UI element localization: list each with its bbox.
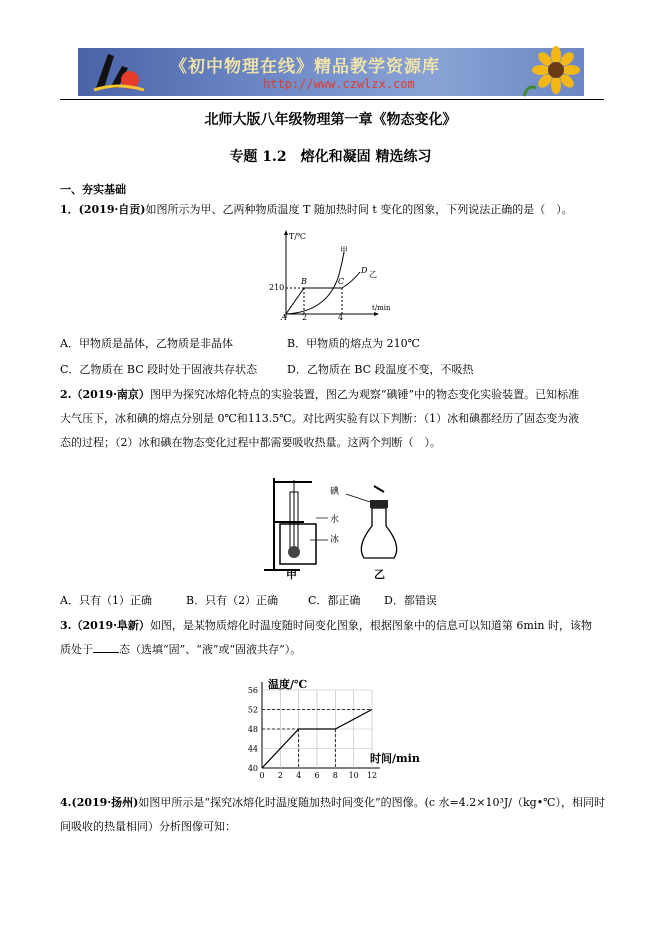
q1-source: 1．(2019·自贡) [60,203,146,216]
q1-x4: 4 [338,313,344,322]
q3-ylabel: 温度/℃ [268,678,308,691]
q1-option-b: B．甲物质的熔点为 210℃ [287,337,420,350]
q3-xtick-label: 6 [314,771,320,780]
section-heading: 一、夯实基础 [60,183,126,196]
q3-ytick-label: 52 [247,705,258,715]
q1-y210: 210 [269,283,285,292]
q4-text-1: 如图甲所示是“探究冰熔化时温度随加热时间变化”的图像。(c 水=4.2×10³J/（kg•℃），相同时 [138,796,605,809]
q1-point-d: D [361,266,368,275]
q2-option-d: D．都错误 [384,594,437,607]
q3-xtick-label: 8 [332,771,338,780]
question-4-line-1 [60,794,605,812]
logo-icon [88,48,148,96]
question-2-line-3: 态的过程；（2）冰和碘在物态变化过程中都需要吸收热量。这两个判断（ ）。 [60,436,441,449]
question-2-line-2: 大气压下，冰和碘的熔点分别是 0℃和113.5℃。对比两实验有以下判断：（1）冰和碘都经历了固态变为液 [60,412,580,425]
q2-option-b: B．只有（2）正确 [186,594,279,607]
q1-xlabel: t/min [372,304,391,312]
q2-label-iodine: 碘 [330,487,340,497]
question-1 [60,201,573,219]
q1-label-yi: 乙 [369,270,377,279]
q2-caption-yi: 乙 [374,568,385,581]
question-3-line-2 [60,641,301,659]
q1-point-b: B [301,277,307,286]
banner-url: http://www.czwlzx.com [263,77,415,91]
q2-option-a: A．只有（1）正确 [60,594,152,607]
q2-option-c: C．都正确 [308,594,361,607]
header-banner [78,48,584,96]
q1-option-c: C．乙物质在 BC 段时处于固液共存状态 [60,363,258,376]
q2-text-1: 图甲为探究冰熔化特点的实验装置，图乙为观察“碘锤”中的物态变化实验装置。已知标准 [149,388,580,401]
q2-figure [260,470,420,580]
q1-option-d: D．乙物质在 BC 段温度不变，不吸热 [287,363,474,376]
q3-xtick-label: 10 [348,771,359,780]
q3-ytick-label: 40 [247,764,258,773]
q2-label-water: 水 [330,515,340,525]
q1-point-c: C [338,277,345,286]
q1-ylabel: T/℃ [289,232,306,241]
q3-xtick-label: 2 [277,771,283,780]
q2-label-ice: 冰 [330,535,340,545]
question-3-line-1 [60,617,592,635]
q2-source: 2.（2019·南京） [60,388,150,401]
document-subtitle: 专题 1.2 熔化和凝固 精选练习 [229,149,432,165]
q2-caption-jia: 甲 [286,568,297,581]
q3-xlabel: 时间/min [370,752,420,765]
q1-graph [266,226,391,322]
q3-text-2a: 质处于 [60,643,93,656]
q1-x2: 2 [302,313,308,322]
q3-ytick-label: 48 [247,725,258,734]
q3-xtick-label: 0 [259,771,265,780]
q3-xtick-label: 12 [366,771,378,780]
document-title: 北师大版八年级物理第一章《物态变化》 [204,112,457,128]
q3-ytick-label: 56 [247,686,258,695]
q3-answer-blank[interactable] [93,642,119,653]
question-4-line-2: 间吸收的热量相同）分析图像可知： [60,820,236,833]
q1-origin: A [281,313,287,322]
banner-title: 《初中物理在线》精品教学资源库 [170,57,440,77]
q3-text-2b: 态（选填“固”、“液”或“固液共存”）。 [119,643,302,656]
question-2-line-1 [60,386,579,404]
q3-chart [238,674,438,784]
q1-option-a: A．甲物质是晶体，乙物质是非晶体 [60,337,233,350]
q1-label-jia: 甲 [340,246,348,255]
header-rule [60,99,604,100]
q3-ytick-label: 44 [247,744,258,754]
q3-text-1: 如图，是某物质熔化时温度随时间变化图象，根据图象中的信息可以知道第 6min 时，该物 [149,619,592,632]
q4-source: 4.(2019·扬州) [60,796,139,809]
q3-source: 3.（2019·阜新） [60,619,150,632]
q1-text: 如图所示为甲、乙两种物质温度 T 随加热时间 t 变化的图象，下列说法正确的是（ ）。 [145,203,573,216]
sunflower-icon [514,48,584,96]
q3-xtick-label: 4 [296,771,302,780]
